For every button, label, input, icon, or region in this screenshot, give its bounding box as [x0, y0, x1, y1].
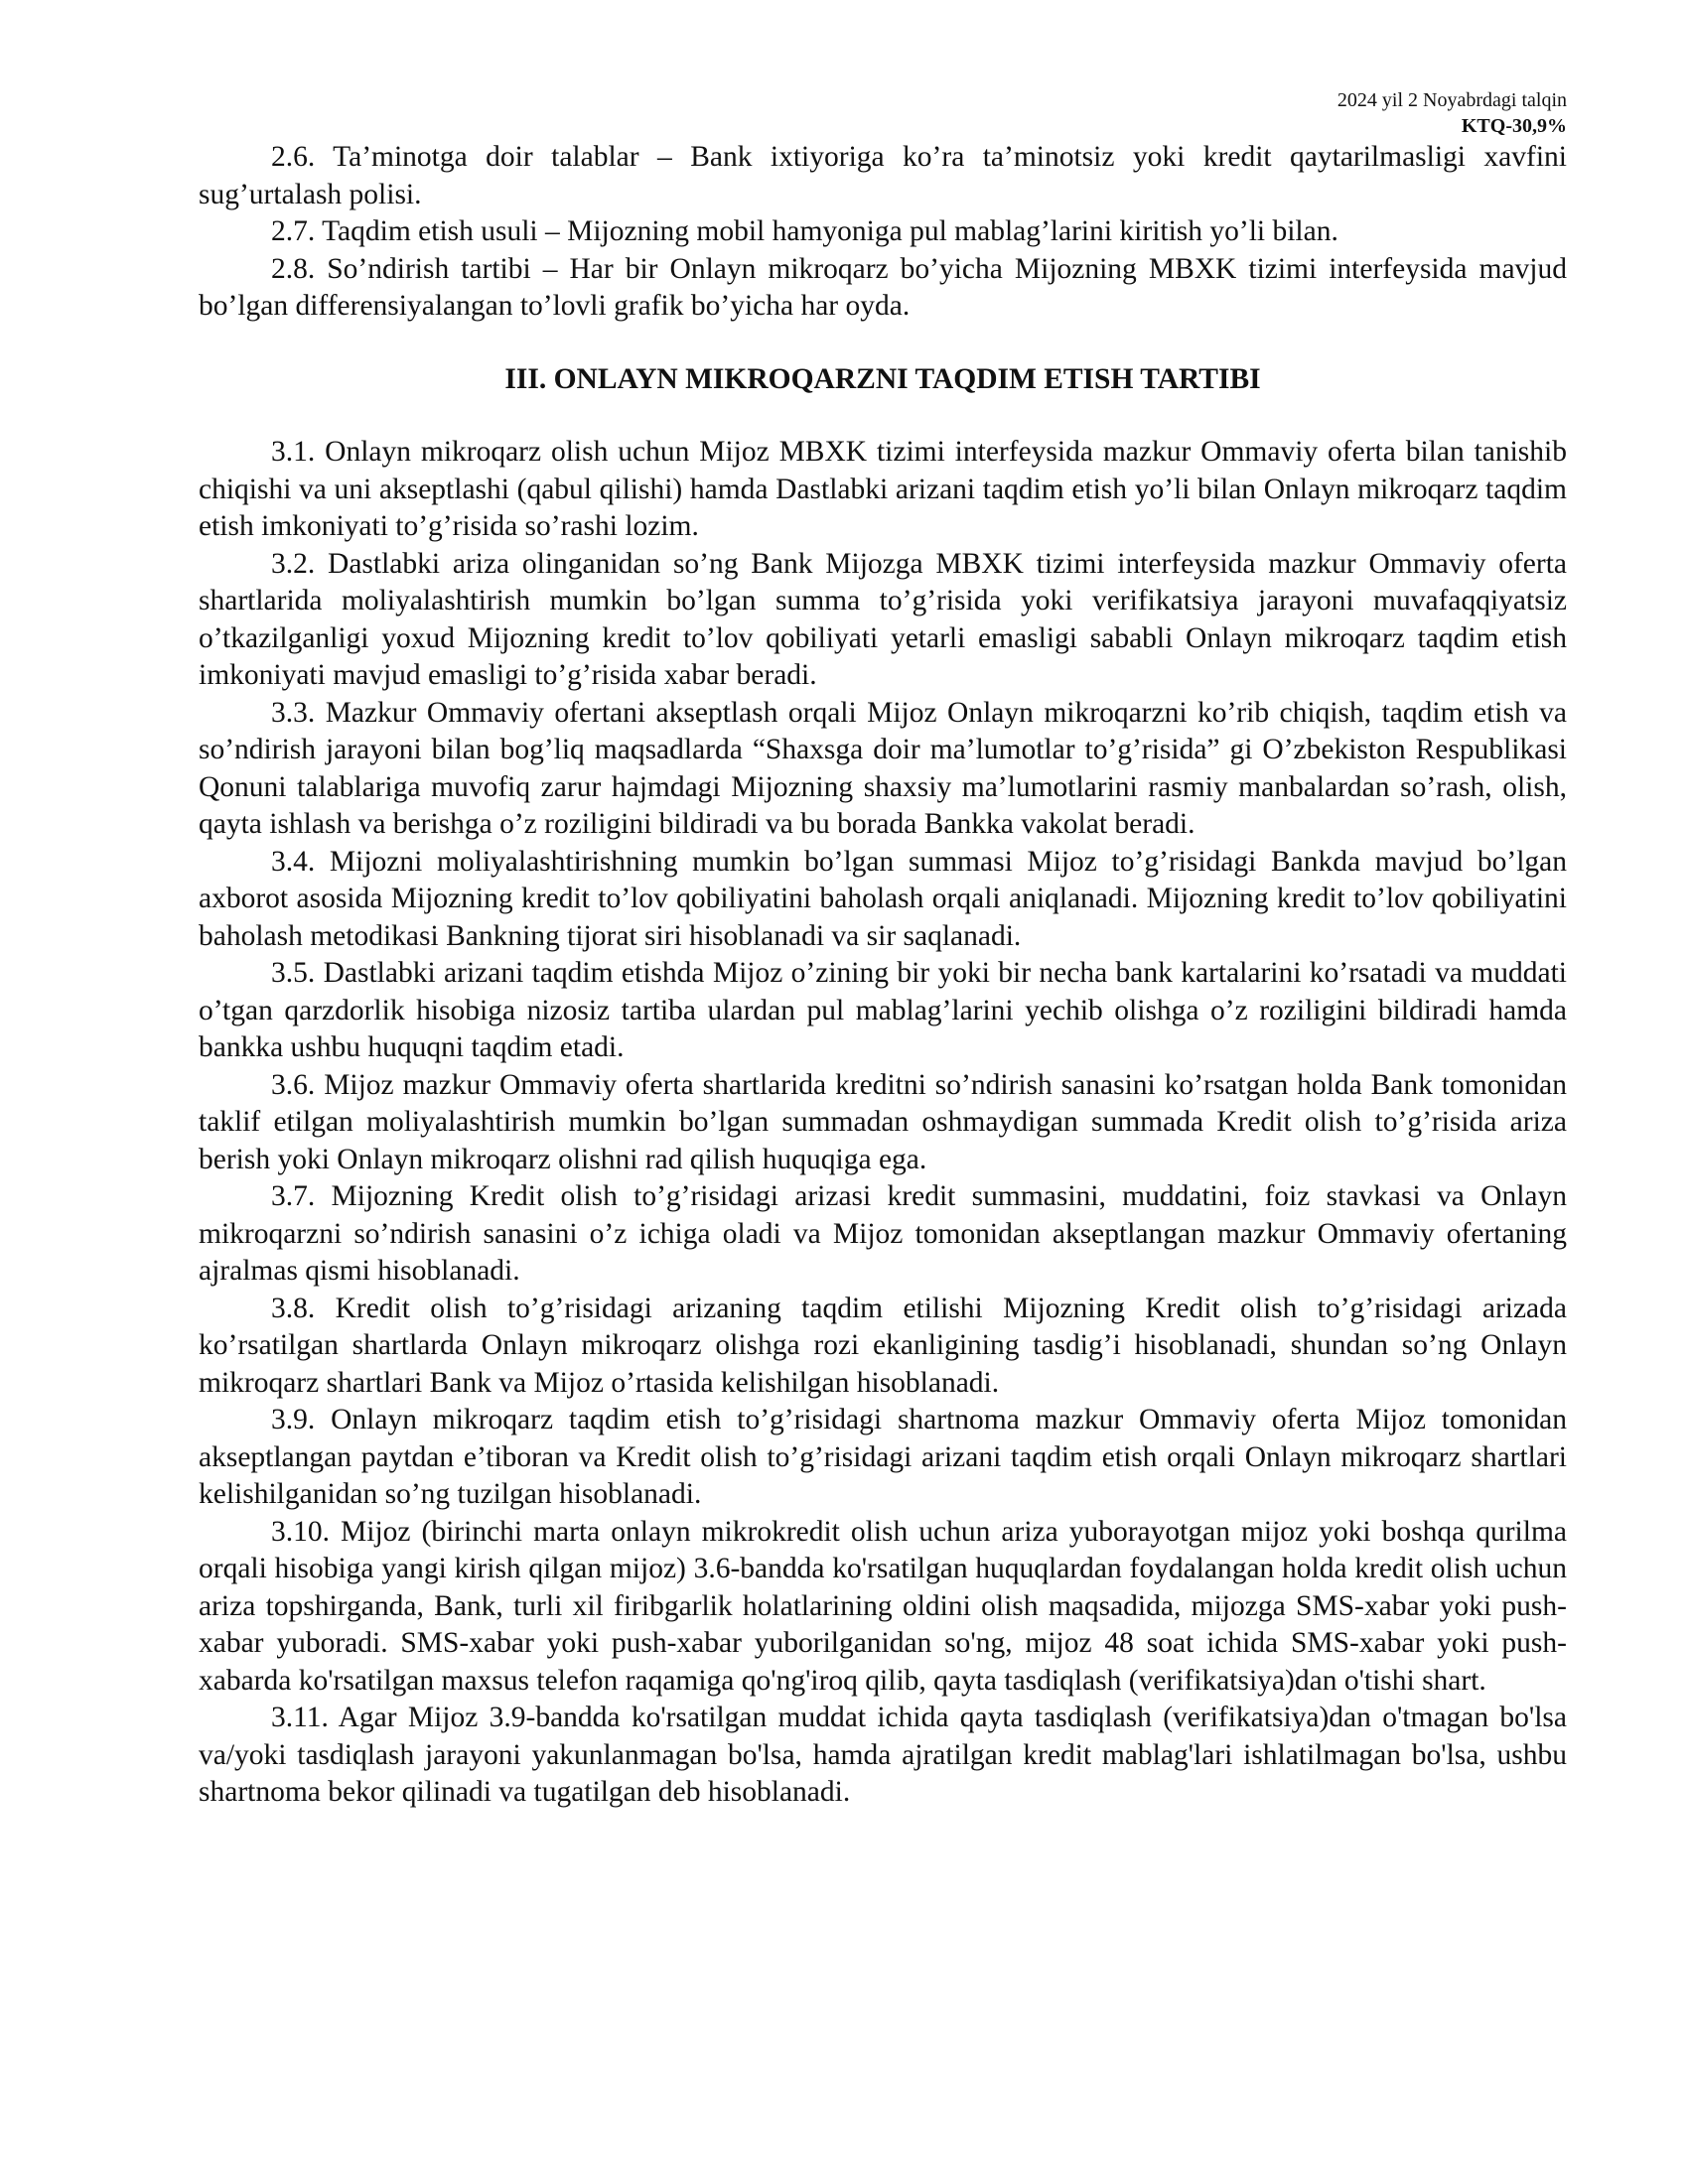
clause-3-6: 3.6. Mijoz mazkur Ommaviy oferta shartlarida kreditni so’ndirish sanasini ko’rsatgan holda Bank tomonidan taklif etilgan moliyalashtirish mumkin bo’lgan summadan oshmaydigan summada Kredit olish to’g’risida ariza berish yoki Onlayn mikroqarz olishni rad qilish huquqiga ega.	[199, 1068, 1567, 1175]
rate-code: KTQ-30,9%	[1461, 115, 1567, 137]
clause-3-9: 3.9. Onlayn mikroqarz taqdim etish to’g’risidagi shartnoma mazkur Ommaviy oferta Mijoz tomonidan akseptlangan paytdan e’tiboran va Kredit olish to’g’risidagi arizani taqdim etish orqali Onlayn mikroqarz shartlari kelishilganidan so’ng tuzilgan hisoblanadi.	[199, 1404, 1567, 1510]
page-header	[199, 87, 1567, 139]
clause-3-1: 3.1. Onlayn mikroqarz olish uchun Mijoz MBXK tizimi interfeysida mazkur Ommaviy oferta bilan tanishib chiqishi va uni akseptlashi (qabul qilishi) hamda Dastlabki arizani taqdim etish yo’li bilan Onlayn mikroqarz taqdim etish imkoniyati to’g’risida so’rashi lozim.	[199, 436, 1567, 542]
clause-2-6: 2.6. Ta’minotga doir talablar – Bank ixtiyoriga ko’ra ta’minotsiz yoki kredit qaytarilmasligi xavfini sug’urtalash polisi.	[199, 141, 1567, 210]
section-clauses	[199, 434, 1567, 1812]
version-date-note: 2024 yil 2 Noyabrdagi talqin	[1336, 89, 1567, 111]
section-title: III. ONLAYN MIKROQARZNI TAQDIM ETISH TARTIBI	[504, 362, 1261, 395]
clause-3-4: 3.4. Mijozni moliyalashtirishning mumkin bo’lgan summasi Mijoz to’g’risidagi Bankda mavjud bo’lgan axborot asosida Mijozning kredit to’lov qobiliyatini baholash orqali aniqlanadi. Mijozning kredit to’lov qobiliyatini baholash metodikasi Bankning tijorat siri hisoblanadi va sir saqlanadi.	[199, 845, 1567, 952]
clause-2-8: 2.8. So’ndirish tartibi – Har bir Onlayn mikroqarz bo’yicha Mijozning MBXK tizimi interfeysida mavjud bo’lgan differensiyalangan to’lovli grafik bo’yicha har oyda.	[199, 252, 1567, 322]
top-clauses	[199, 139, 1567, 326]
clause-3-7: 3.7. Mijozning Kredit olish to’g’risidagi arizasi kredit summasini, muddatini, foiz stavkasi va Onlayn mikroqarzni so’ndirish sanasini o’z ichiga oladi va Mijoz tomonidan akseptlangan mazkur Ommaviy ofertaning ajralmas qismi hisoblanadi.	[199, 1180, 1567, 1287]
clause-3-3: 3.3. Mazkur Ommaviy ofertani akseptlash orqali Mijoz Onlayn mikroqarzni ko’rib chiqish, taqdim etish va so’ndirish jarayoni bilan bog’liq maqsadlarda “Shaxsga doir ma’lumotlar to’g’risida” gi O’zbekiston Respublikasi Qonuni talablariga muvofiq zarur hajmdagi Mijozning shaxsiy ma’lumotlarini rasmiy manbalardan so’rash, olish, qayta ishlash va berishga o’z roziligini bildiradi va bu borada Bankka vakolat beradi.	[199, 696, 1567, 840]
clause-3-10: 3.10. Mijoz (birinchi marta onlayn mikrokredit olish uchun ariza yuborayotgan mijoz yoki boshqa qurilma orqali hisobiga yangi kirish qilgan mijoz) 3.6-bandda ko'rsatilgan huquqlardan foydalangan holda kredit olish uchun ariza topshirganda, Bank, turli xil firibgarlik holatlarining oldini olish maqsadida, mijozga SMS-xabar yoki push-xabar yuboradi. SMS-xabar yoki push-xabar yuborilganidan so'ng, mijoz 48 soat ichida SMS-xabar yoki push-xabarda ko'rsatilgan maxsus telefon raqamiga qo'ng'iroq qilib, qayta tasdiqlash (verifikatsiya)dan o'tishi shart.	[199, 1515, 1567, 1697]
clause-2-7: 2.7. Taqdim etish usuli – Mijozning mobil hamyoniga pul mablag’larini kiritish yo’li bilan.	[271, 215, 1338, 247]
document-page	[199, 87, 1567, 1812]
clause-3-5: 3.5. Dastlabki arizani taqdim etishda Mijoz o’zining bir yoki bir necha bank kartalarini ko’rsatadi va muddati o’tgan qarzdorlik hisobiga nizosiz tartiba ulardan pul mablag’larini yechib olishga o’z roziligini bildiradi hamda bankka ushbu huquqni taqdim etadi.	[199, 957, 1567, 1063]
clause-3-8: 3.8. Kredit olish to’g’risidagi arizaning taqdim etilishi Mijozning Kredit olish to’g’risidagi arizada ko’rsatilgan shartlarda Onlayn mikroqarz olishga rozi ekanligining tasdig’i hisoblanadi, shundan so’ng Onlayn mikroqarz shartlari Bank va Mijoz o’rtasida kelishilgan hisoblanadi.	[199, 1292, 1567, 1399]
clause-3-2: 3.2. Dastlabki ariza olinganidan so’ng Bank Mijozga MBXK tizimi interfeysida mazkur Ommaviy oferta shartlarida moliyalashtirish mumkin bo’lgan summa to’g’risida yoki verifikatsiya jarayoni muvafaqqiyatsiz o’tkazilganligi yoxud Mijozning kredit to’lov qobiliyati yetarli emasligi sababli Onlayn mikroqarz taqdim etish imkoniyati mavjud emasligi to’g’risida xabar beradi.	[199, 547, 1567, 691]
clause-3-11: 3.11. Agar Mijoz 3.9-bandda ko'rsatilgan muddat ichida qayta tasdiqlash (verifikatsiya)dan o'tmagan bo'lsa va/yoki tasdiqlash jarayoni yakunlanmagan bo'lsa, hamda ajratilgan kredit mablag'lari ishlatilmagan bo'lsa, ushbu shartnoma bekor qilinadi va tugatilgan deb hisoblanadi.	[199, 1702, 1567, 1808]
